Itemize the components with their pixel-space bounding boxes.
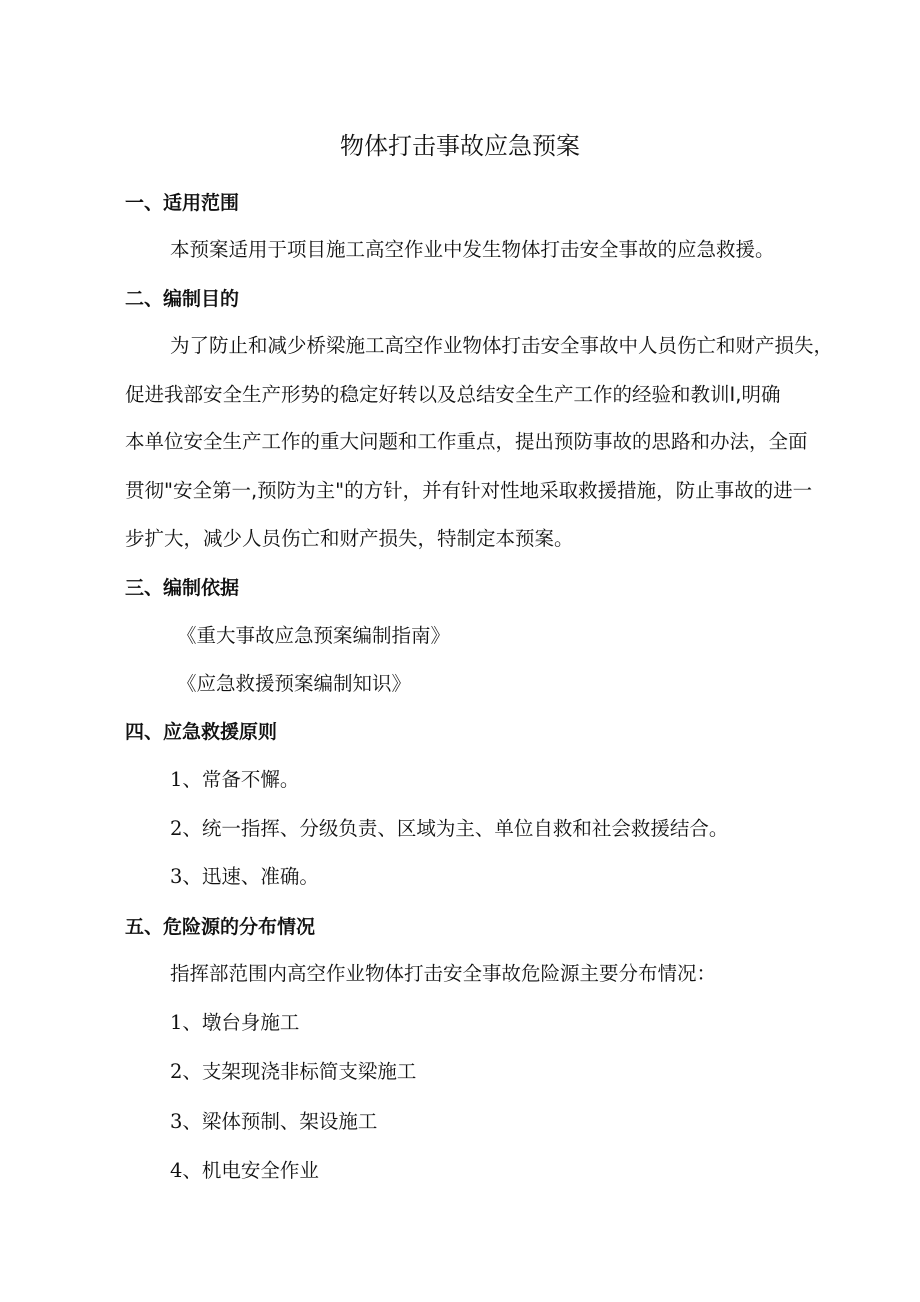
hazards-intro: 指挥部范围内高空作业物体打击安全事故危险源主要分布情况： — [170, 962, 717, 985]
hazard-text: 、机电安全作业 — [182, 1159, 319, 1182]
hazard-text: 、墩台身施工 — [182, 1011, 300, 1034]
section-heading-scope: 一、适用范围 — [125, 192, 240, 214]
list-number: 4 — [170, 1159, 183, 1182]
hazard-text: 、支架现浇非标简支梁施工 — [182, 1060, 417, 1083]
section-heading-purpose: 二、编制目的 — [125, 288, 240, 310]
basis-item: 《应急救援预案编制知识》 — [177, 672, 412, 695]
list-number: 1 — [170, 1011, 183, 1034]
list-number: 1 — [170, 768, 183, 791]
hazard-item — [170, 1057, 416, 1087]
hazard-item — [170, 1156, 319, 1186]
principle-text: 、常备不懈。 — [182, 768, 300, 791]
purpose-line: 促进我部安全生产形势的稳定好转以及总结安全生产工作的经验和教训Ⅰ,明确 — [125, 383, 781, 406]
document-title: 物体打击事故应急预案 — [340, 132, 580, 160]
principle-item — [170, 765, 299, 795]
hazard-item — [170, 1008, 299, 1038]
principle-text: 、迅速、准确。 — [182, 865, 319, 888]
list-number: 2 — [170, 817, 183, 840]
purpose-line: 贯彻"安全第一,预防为主"的方针，并有针对性地采取救援措施，防止事故的进一 — [125, 479, 813, 502]
list-number: 3 — [170, 1110, 183, 1133]
hazard-text: 、梁体预制、架设施工 — [182, 1110, 378, 1133]
scope-paragraph: 本预案适用于项目施工高空作业中发生物体打击安全事故的应急救援。 — [170, 238, 775, 261]
principle-item — [170, 862, 319, 892]
list-number: 2 — [170, 1060, 183, 1083]
section-heading-basis: 三、编制依据 — [125, 577, 240, 599]
basis-item: 《重大事故应急预案编制指南》 — [177, 624, 451, 647]
hazard-item — [170, 1107, 377, 1137]
principle-text: 、统一指挥、分级负责、区域为主、单位自救和社会救援结合。 — [182, 817, 729, 840]
section-heading-principles: 四、应急救援原则 — [125, 721, 278, 743]
purpose-line: 为了防止和减少桥梁施工高空作业物体打击安全事故中人员伤亡和财产损失， — [170, 334, 834, 357]
purpose-line: 步扩大，减少人员伤亡和财产损失，特制定本预案。 — [125, 527, 574, 550]
section-heading-hazards: 五、危险源的分布情况 — [125, 916, 316, 938]
principle-item — [170, 814, 728, 844]
list-number: 3 — [170, 865, 183, 888]
purpose-line: 本单位安全生产工作的重大问题和工作重点，提出预防事故的思路和办法，全面 — [125, 430, 808, 453]
